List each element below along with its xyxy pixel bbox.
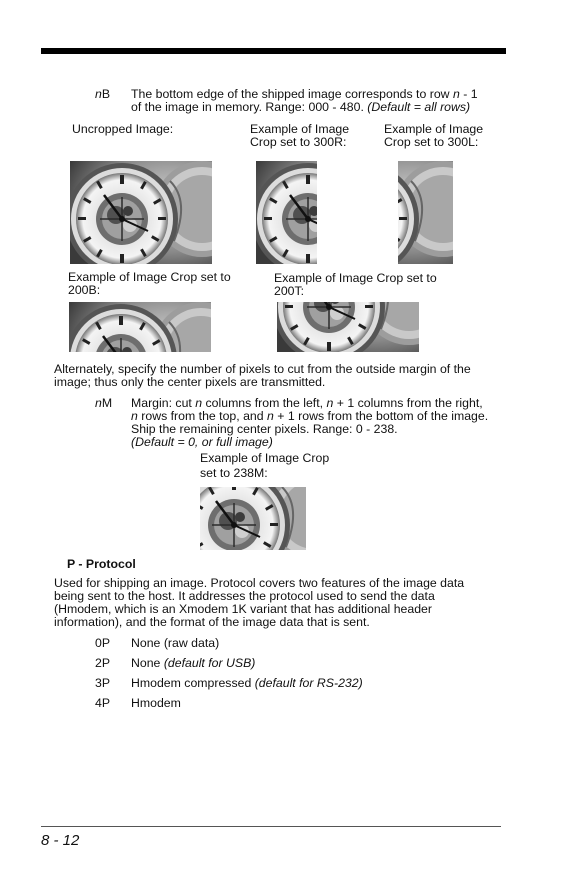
protocol-paragraph: Used for shipping an image. Protocol covers two features of the image data being sent to the host. It addresses the protocol used to send the data (Hmodem, which is an Xmodem 1K variant that has additional header information), and the format of the image data that is sent. [54, 576, 465, 629]
label-crop-200b: Example of Image Crop set to 200B: [68, 270, 231, 297]
uncropped-watch-image [70, 161, 212, 264]
label-uncropped: Uncropped Image: [72, 122, 174, 136]
page-number: 8 - 12 [41, 832, 80, 849]
crop-200t-watch-image [277, 302, 419, 352]
option-code: 2P [95, 656, 111, 670]
label-crop-238m: Example of Image Crop set to 238M: [200, 451, 330, 480]
crop-300l-watch-image [398, 161, 453, 264]
option-text: None (raw data) [131, 636, 220, 650]
label-crop-300r: Example of Image Crop set to 300R: [250, 122, 350, 149]
option-text: Hmodem [131, 696, 181, 710]
nm-description: Margin: cut n columns from the left, n + 1 columns from the right, n rows from the top, and n + 1 rows from the bottom of the image. Ship the remaining center pixels. Range: 0 - 238. (Default = 0, or full image) [131, 396, 489, 449]
margin-intro: Alternately, specify the number of pixels to cut from the outside margin of the image; thus only the center pixels are transmitted. [54, 362, 471, 389]
bottom-rule [41, 826, 501, 827]
option-text: Hmodem compressed (default for RS-232) [131, 676, 363, 690]
option-code: 4P [95, 696, 111, 710]
option-text: None (default for USB) [131, 656, 256, 670]
code-nm: nM [95, 396, 113, 410]
label-crop-200t: Example of Image Crop set to 200T: [274, 271, 437, 298]
option-code: 3P [95, 676, 111, 690]
code-nb: nB [95, 87, 111, 101]
crop-300r-watch-image [256, 161, 317, 264]
crop-200b-watch-image [69, 302, 211, 352]
top-rule [41, 48, 506, 54]
crop-238m-watch-image [200, 487, 306, 550]
nb-description: The bottom edge of the shipped image corresponds to row n - 1 of the image in memory. Range: 000 - 480. (Default = all rows) [131, 87, 478, 114]
protocol-heading: P - Protocol [67, 557, 136, 571]
label-crop-300l: Example of Image Crop set to 300L: [384, 122, 484, 149]
option-code: 0P [95, 636, 111, 650]
